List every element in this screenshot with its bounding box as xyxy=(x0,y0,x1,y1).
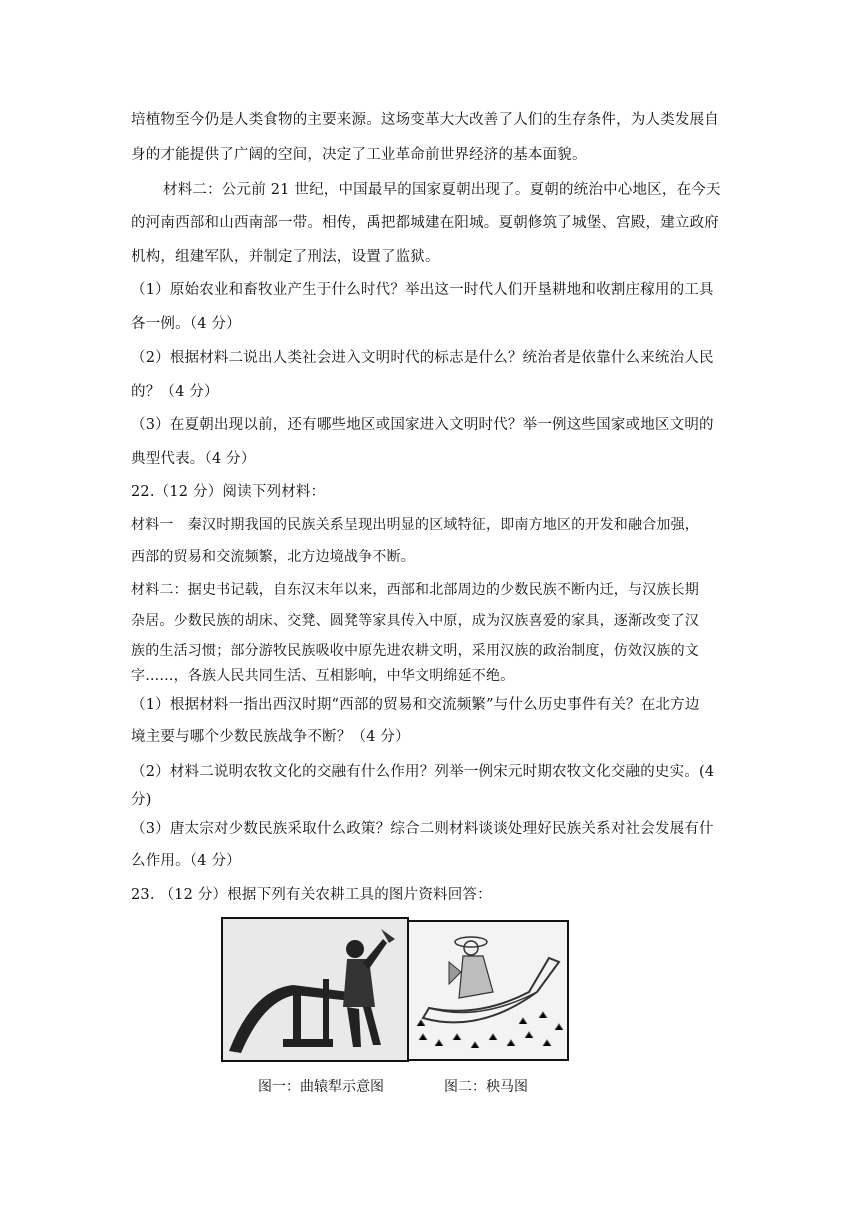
figure-plough xyxy=(221,917,409,1062)
text-line: 机构，组建军队，并制定了刑法，设置了监狱。 xyxy=(131,249,440,265)
figure-caption-1: 图一：曲辕犁示意图 xyxy=(258,1079,384,1095)
plough-illustration xyxy=(223,919,407,1060)
question-line: （2）根据材料二说出人类社会进入文明时代的标志是什么？统治者是依靠什么来统治人民 xyxy=(131,350,714,366)
figure-yangma xyxy=(407,920,569,1061)
question-line: （3）唐太宗对少数民族采取什么政策？综合二则材料谈谈处理好民族关系对社会发展有什 xyxy=(131,821,714,837)
text-line: 材料一 秦汉时期我国的民族关系呈现出明显的区域特征，即南方地区的开发和融合加强， xyxy=(131,517,699,533)
text-line: 的河南西部和山西南部一带。相传，禹把都城建在阳城。夏朝修筑了城堡、宫殿，建立政府 xyxy=(131,215,719,231)
text-line: 西部的贸易和交流频繁，北方边境战争不断。 xyxy=(131,549,415,565)
text-line: 材料二：据史书记载，自东汉末年以来，西部和北部周边的少数民族不断内迁，与汉族长期 xyxy=(131,582,699,598)
yangma-illustration xyxy=(409,922,567,1059)
question-line: 境主要与哪个少数民族战争不断？（4 分） xyxy=(131,729,410,745)
text-line: 身的才能提供了广阔的空间，决定了工业革命前世界经济的基本面貌。 xyxy=(131,147,587,163)
question-line: 么作用。（4 分） xyxy=(131,853,241,869)
question-line: 典型代表。（4 分） xyxy=(131,451,256,467)
question-line: （2）材料二说明农牧文化的交融有什么作用？列举一例宋元时期农牧文化交融的史实。(4 xyxy=(131,764,715,780)
figure-caption-2: 图二：秧马图 xyxy=(444,1079,528,1095)
question-line: （1）原始农业和畜牧业产生于什么时代？举出这一时代人们开垦耕地和收割庄稼用的工具 xyxy=(131,282,714,298)
question-line: 的？（4 分） xyxy=(131,384,219,400)
question-line: （1）根据材料一指出西汉时期“西部的贸易和交流频繁”与什么历史事件有关？在北方边 xyxy=(131,697,700,713)
text-line: 字……，各族人民共同生活、互相影响，中华文明绵延不绝。 xyxy=(131,668,515,684)
text-line: 材料二：公元前 21 世纪，中国最早的国家夏朝出现了。夏朝的统治中心地区，在今天 xyxy=(163,182,721,198)
question-line: 各一例。（4 分） xyxy=(131,316,241,332)
text-line: 杂居。少数民族的胡床、交凳、圆凳等家具传入中原，成为汉族喜爱的家具，逐渐改变了汉 xyxy=(131,613,699,629)
text-line: 族的生活习惯；部分游牧民族吸收中原先进农耕文明，采用汉族的政治制度，仿效汉族的文 xyxy=(131,643,699,659)
question-heading: 23. （12 分）根据下列有关农耕工具的图片资料回答： xyxy=(131,887,492,903)
question-line: （3）在夏朝出现以前，还有哪些地区或国家进入文明时代？举一例这些国家或地区文明的 xyxy=(131,417,714,433)
text-line: 培植物至今仍是人类食物的主要来源。这场变革大大改善了人们的生存条件，为人类发展自 xyxy=(131,112,719,128)
question-heading: 22.（12 分）阅读下列材料： xyxy=(131,484,326,500)
question-line: 分) xyxy=(131,792,152,808)
